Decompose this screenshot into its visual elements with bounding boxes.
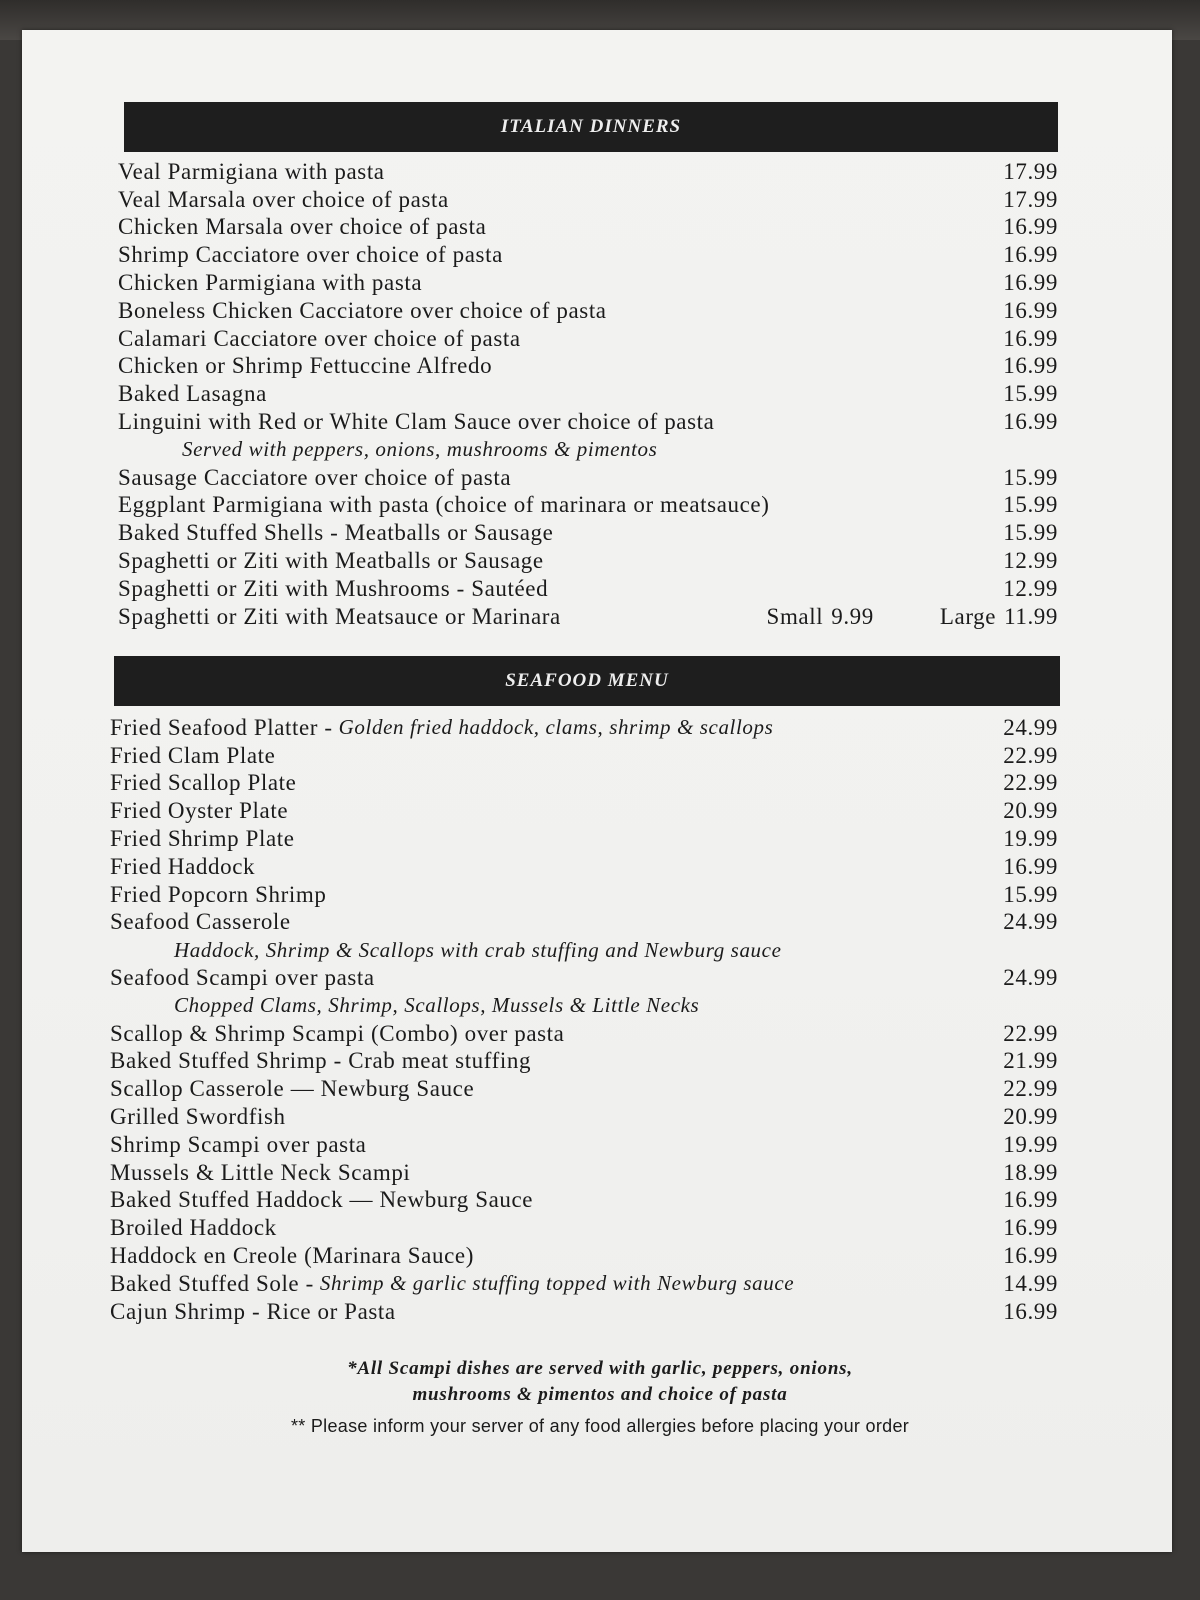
menu-item bbox=[118, 464, 1058, 492]
menu-item-price: 21.99 bbox=[1003, 1048, 1058, 1074]
menu-item bbox=[110, 1187, 1058, 1215]
menu-item-name: Baked Stuffed Haddock — Newburg Sauce bbox=[110, 1187, 534, 1213]
menu-item-price: 22.99 bbox=[1003, 742, 1058, 768]
menu-item-name: Seafood Casserole bbox=[110, 909, 291, 935]
menu-item-name: Calamari Cacciatore over choice of pasta bbox=[118, 325, 521, 351]
menu-item-name: Mussels & Little Neck Scampi bbox=[110, 1159, 411, 1185]
menu-item bbox=[118, 547, 1058, 575]
allergy-notice: ** Please inform your server of any food allergies before placing your order bbox=[290, 1416, 910, 1436]
menu-item-price: 24.99 bbox=[1003, 714, 1058, 740]
size-small-label: Small bbox=[766, 603, 824, 629]
italian-dinners-header bbox=[124, 102, 1058, 152]
menu-item-price: 16.99 bbox=[1003, 242, 1058, 268]
menu-item bbox=[110, 1020, 1058, 1048]
menu-item bbox=[110, 1159, 1058, 1187]
menu-item-note: Haddock, Shrimp & Scallops with crab stuffing and Newburg sauce bbox=[174, 937, 782, 962]
menu-item-name: Chicken Marsala over choice of pasta bbox=[118, 214, 487, 240]
menu-item-name: Scallop & Shrimp Scampi (Combo) over pasta bbox=[110, 1020, 565, 1046]
menu-item-price: 15.99 bbox=[1003, 464, 1058, 490]
menu-item-description: Shrimp & garlic stuffing topped with Newburg sauce bbox=[319, 1271, 795, 1296]
menu-item-price: 16.99 bbox=[1003, 297, 1058, 323]
menu-item bbox=[118, 353, 1058, 381]
menu-item bbox=[118, 380, 1058, 408]
menu-item bbox=[110, 770, 1058, 798]
menu-item-price: 16.99 bbox=[1003, 214, 1058, 240]
seafood-menu-list bbox=[110, 714, 1058, 1326]
menu-item-name: Fried Popcorn Shrimp bbox=[110, 881, 327, 907]
menu-item bbox=[118, 269, 1058, 297]
scampi-footnote bbox=[180, 1356, 1020, 1408]
menu-item-name: Chicken Parmigiana with pasta bbox=[118, 270, 423, 296]
menu-item-price: 16.99 bbox=[1003, 1298, 1058, 1324]
menu-item-name: Boneless Chicken Cacciatore over choice of pasta bbox=[118, 297, 607, 323]
menu-item-name: Grilled Swordfish bbox=[110, 1104, 286, 1130]
menu-item bbox=[110, 714, 1058, 742]
menu-item-name: Baked Stuffed Sole - bbox=[110, 1270, 314, 1296]
menu-item-name: Spaghetti or Ziti with Meatsauce or Marinara bbox=[118, 603, 561, 629]
menu-item bbox=[110, 1131, 1058, 1159]
size-small-price: 9.99 bbox=[831, 603, 874, 629]
menu-item bbox=[110, 742, 1058, 770]
menu-item-price: 12.99 bbox=[1003, 548, 1058, 574]
menu-item-price: 16.99 bbox=[1003, 1187, 1058, 1213]
menu-item-name: Shrimp Cacciatore over choice of pasta bbox=[118, 242, 503, 268]
menu-item-name: Chicken or Shrimp Fettuccine Alfredo bbox=[118, 353, 493, 379]
menu-item-name: Baked Stuffed Shrimp - Crab meat stuffing bbox=[110, 1048, 532, 1074]
menu-item-name: Veal Marsala over choice of pasta bbox=[118, 186, 449, 212]
menu-item bbox=[118, 408, 1058, 436]
size-large-price: 11.99 bbox=[1004, 603, 1058, 629]
menu-item bbox=[118, 519, 1058, 547]
menu-item-name: Shrimp Scampi over pasta bbox=[110, 1131, 367, 1157]
menu-item bbox=[118, 575, 1058, 603]
menu-item-name: Fried Shrimp Plate bbox=[110, 826, 295, 852]
menu-item bbox=[110, 1270, 1058, 1298]
menu-item bbox=[118, 325, 1058, 353]
menu-item bbox=[110, 1075, 1058, 1103]
menu-item-price: 15.99 bbox=[1003, 520, 1058, 546]
menu-item-note: Served with peppers, onions, mushrooms & pimentos bbox=[182, 437, 658, 462]
menu-item bbox=[110, 1242, 1058, 1270]
menu-item bbox=[118, 297, 1058, 325]
menu-item-name: Sausage Cacciatore over choice of pasta bbox=[118, 464, 512, 490]
menu-item bbox=[110, 909, 1058, 937]
menu-item-name: Scallop Casserole — Newburg Sauce bbox=[110, 1076, 475, 1102]
menu-item bbox=[118, 241, 1058, 269]
menu-item-price: 14.99 bbox=[1003, 1270, 1058, 1296]
menu-item-name: Fried Scallop Plate bbox=[110, 770, 297, 796]
menu-item bbox=[110, 1214, 1058, 1242]
menu-item-price: 16.99 bbox=[1003, 409, 1058, 435]
menu-item-price: 16.99 bbox=[1003, 1243, 1058, 1269]
menu-item bbox=[110, 964, 1058, 992]
menu-item-price: 20.99 bbox=[1003, 1104, 1058, 1130]
menu-item-price: 16.99 bbox=[1003, 1215, 1058, 1241]
menu-item-price: 16.99 bbox=[1003, 853, 1058, 879]
scampi-footnote-line-2: mushrooms & pimentos and choice of pasta bbox=[412, 1384, 788, 1405]
menu-item-price: 22.99 bbox=[1003, 770, 1058, 796]
menu-item-price: 24.99 bbox=[1003, 965, 1058, 991]
menu-item-name: Broiled Haddock bbox=[110, 1215, 277, 1241]
menu-item-name: Cajun Shrimp - Rice or Pasta bbox=[110, 1298, 396, 1324]
menu-item-price: 17.99 bbox=[1003, 158, 1058, 184]
menu-item-name: Fried Haddock bbox=[110, 853, 256, 879]
menu-item bbox=[110, 1048, 1058, 1076]
menu-item-note: Chopped Clams, Shrimp, Scallops, Mussels & Little Necks bbox=[174, 993, 700, 1018]
menu-item-price: 15.99 bbox=[1003, 881, 1058, 907]
menu-item-price: 17.99 bbox=[1003, 186, 1058, 212]
menu-item-name: Veal Parmigiana with pasta bbox=[118, 158, 385, 184]
menu-item bbox=[118, 186, 1058, 214]
menu-item-description: Golden fried haddock, clams, shrimp & scallops bbox=[338, 715, 774, 740]
menu-item bbox=[110, 797, 1058, 825]
menu-item-name: Seafood Scampi over pasta bbox=[110, 965, 375, 991]
menu-item-price: 19.99 bbox=[1003, 826, 1058, 852]
menu-item bbox=[118, 158, 1058, 186]
menu-item bbox=[110, 853, 1058, 881]
menu-item-price: 16.99 bbox=[1003, 353, 1058, 379]
menu-item-name: Spaghetti or Ziti with Meatballs or Sausage bbox=[118, 548, 544, 574]
scampi-footnote-line-1: *All Scampi dishes are served with garlic, peppers, onions, bbox=[347, 1358, 853, 1379]
menu-item-name: Fried Seafood Platter - bbox=[110, 714, 333, 740]
menu-item bbox=[110, 825, 1058, 853]
menu-item-name: Eggplant Parmigiana with pasta (choice of marinara or meatsauce) bbox=[118, 492, 770, 518]
menu-item-price: 16.99 bbox=[1003, 325, 1058, 351]
menu-item-name: Haddock en Creole (Marinara Sauce) bbox=[110, 1243, 474, 1269]
menu-item-price: 22.99 bbox=[1003, 1020, 1058, 1046]
menu-item-size-prices bbox=[759, 603, 1058, 631]
menu-item-price: 15.99 bbox=[1003, 381, 1058, 407]
menu-item-name: Baked Stuffed Shells - Meatballs or Sausage bbox=[118, 520, 554, 546]
menu-item bbox=[110, 1103, 1058, 1131]
menu-item-price: 16.99 bbox=[1003, 270, 1058, 296]
menu-item-price: 20.99 bbox=[1003, 798, 1058, 824]
menu-item-price: 22.99 bbox=[1003, 1076, 1058, 1102]
menu-item bbox=[118, 603, 1058, 631]
menu-item-price: 18.99 bbox=[1003, 1159, 1058, 1185]
menu-item-price: 24.99 bbox=[1003, 909, 1058, 935]
size-large-label: Large bbox=[939, 603, 997, 629]
menu-item-name: Spaghetti or Ziti with Mushrooms - Sautéed bbox=[118, 575, 549, 601]
menu-item bbox=[118, 492, 1058, 520]
menu-item-name: Linguini with Red or White Clam Sauce over choice of pasta bbox=[118, 409, 715, 435]
menu-item-price: 19.99 bbox=[1003, 1131, 1058, 1157]
menu-item-name: Fried Clam Plate bbox=[110, 742, 276, 768]
seafood-menu-header bbox=[114, 656, 1060, 706]
menu-item-price: 12.99 bbox=[1003, 575, 1058, 601]
menu-item-name: Baked Lasagna bbox=[118, 381, 267, 407]
menu-item-name: Fried Oyster Plate bbox=[110, 798, 289, 824]
menu-item bbox=[110, 1298, 1058, 1326]
menu-item bbox=[110, 881, 1058, 909]
italian-dinners-title: ITALIAN DINNERS bbox=[500, 116, 682, 137]
menu-item bbox=[118, 214, 1058, 242]
menu-item-price: 15.99 bbox=[1003, 492, 1058, 518]
italian-dinners-list bbox=[118, 158, 1058, 631]
seafood-menu-title: SEAFOOD MENU bbox=[505, 670, 669, 691]
